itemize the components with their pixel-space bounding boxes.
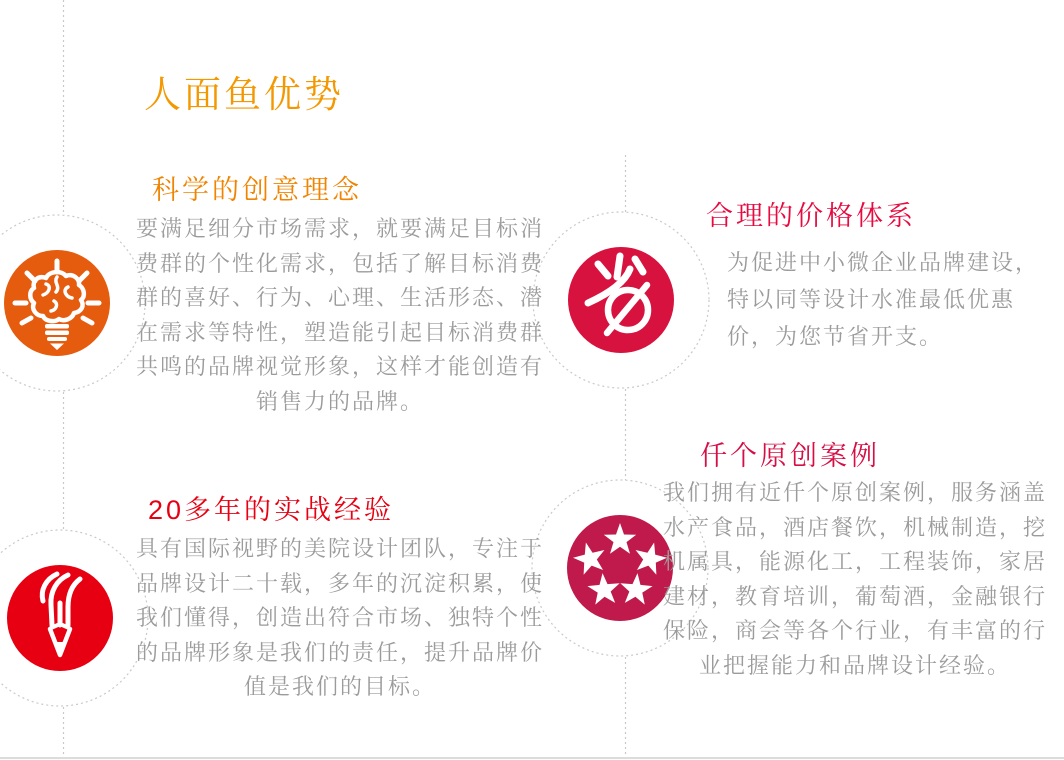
section-body-creative: 要满足细分市场需求，就要满足目标消费群的个性化需求，包括了解目标消费群的喜好、行为、心理、生活形态、潜在需求等特性，塑造能引起目标消费群共鸣的品牌视觉形象，这样才能创造有销售力的品牌。 <box>135 216 544 414</box>
section-body-experience: 具有国际视野的美院设计团队，专注于品牌设计二十载，多年的沉淀积累，使我们懂得，创造出符合市场、独特个性的品牌形象是我们的责任，提升品牌价值是我们的目标。 <box>135 536 544 699</box>
page-title: 人面鱼优势 <box>144 74 344 115</box>
section-body-price: 为促进中小微企业品牌建设，特以同等设计水准最低优惠价，为您节省开支。 <box>727 250 1040 349</box>
pencil-icon <box>7 565 113 671</box>
advantage-icon-circle-price <box>568 247 674 353</box>
section-heading-price: 合理的价格体系 <box>706 201 916 231</box>
section-heading-creative: 科学的创意理念 <box>152 175 362 205</box>
section-body-cases: 我们拥有近仟个原创案例，服务涵盖水产食品，酒店餐饮，机械制造，挖机属具，能源化工，工程装饰，家居建材，教育培训，葡萄酒，金融银行保险，商会等各个行业，有丰富的行业把握能力和品牌设计经验。 <box>662 480 1047 678</box>
section-heading-experience: 20多年的实战经验 <box>148 495 395 525</box>
save-money-sheng-icon <box>568 247 674 353</box>
bottom-divider <box>0 757 1064 759</box>
advantage-icon-circle-experience <box>7 565 113 671</box>
section-heading-cases: 仟个原创案例 <box>700 441 880 471</box>
idea-brain-bulb-icon <box>4 250 110 356</box>
advantage-icon-circle-creative <box>4 250 110 356</box>
